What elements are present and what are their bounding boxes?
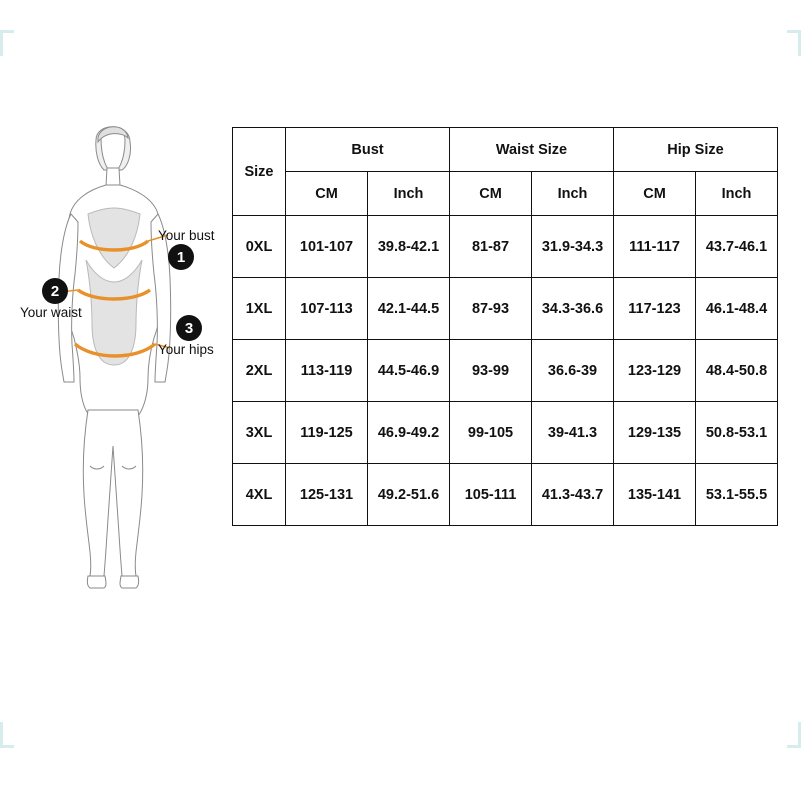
cell-waist-cm: 99-105	[450, 402, 532, 464]
cell-waist-inch: 41.3-43.7	[532, 464, 614, 526]
header-waist-cm: CM	[450, 172, 532, 216]
header-size: Size	[233, 128, 286, 216]
cell-waist-cm: 87-93	[450, 278, 532, 340]
table-row	[233, 464, 778, 526]
table-row	[233, 278, 778, 340]
cell-bust-cm: 101-107	[286, 216, 368, 278]
measurement-figure	[18, 110, 248, 600]
table-row	[233, 216, 778, 278]
cell-bust-cm: 113-119	[286, 340, 368, 402]
cell-size: 4XL	[233, 464, 286, 526]
cell-hip-cm: 111-117	[614, 216, 696, 278]
callout-hips-label: Your hips	[158, 342, 214, 357]
cell-size: 1XL	[233, 278, 286, 340]
cell-waist-inch: 34.3-36.6	[532, 278, 614, 340]
cell-waist-cm: 81-87	[450, 216, 532, 278]
cell-hip-cm: 135-141	[614, 464, 696, 526]
table-header-unit-row	[233, 172, 778, 216]
table-row	[233, 340, 778, 402]
cell-size: 2XL	[233, 340, 286, 402]
header-group-waist: Waist Size	[450, 128, 614, 172]
cell-bust-cm: 119-125	[286, 402, 368, 464]
cell-bust-cm: 125-131	[286, 464, 368, 526]
callout-bust-number: 1	[168, 244, 194, 270]
cell-hip-inch: 48.4-50.8	[696, 340, 778, 402]
header-hip-inch: Inch	[696, 172, 778, 216]
callout-waist	[20, 278, 82, 320]
cell-waist-cm: 93-99	[450, 340, 532, 402]
cell-hip-cm: 123-129	[614, 340, 696, 402]
callout-bust	[158, 228, 215, 270]
cell-hip-inch: 50.8-53.1	[696, 402, 778, 464]
cell-waist-inch: 39-41.3	[532, 402, 614, 464]
header-waist-inch: Inch	[532, 172, 614, 216]
header-hip-cm: CM	[614, 172, 696, 216]
cell-waist-inch: 36.6-39	[532, 340, 614, 402]
header-group-hip: Hip Size	[614, 128, 778, 172]
cell-bust-inch: 44.5-46.9	[368, 340, 450, 402]
header-bust-cm: CM	[286, 172, 368, 216]
cell-hip-inch: 53.1-55.5	[696, 464, 778, 526]
cell-bust-cm: 107-113	[286, 278, 368, 340]
callout-waist-number: 2	[42, 278, 68, 304]
cell-waist-inch: 31.9-34.3	[532, 216, 614, 278]
table-header-group-row	[233, 128, 778, 172]
callout-hips-number: 3	[176, 315, 202, 341]
cell-hip-cm: 117-123	[614, 278, 696, 340]
corner-mark-bottom-left-vertical	[0, 722, 3, 748]
cell-size: 0XL	[233, 216, 286, 278]
cell-bust-inch: 49.2-51.6	[368, 464, 450, 526]
corner-mark-top-left-vertical	[0, 30, 3, 56]
cell-bust-inch: 42.1-44.5	[368, 278, 450, 340]
header-bust-inch: Inch	[368, 172, 450, 216]
size-chart-table	[232, 127, 778, 526]
table-row	[233, 402, 778, 464]
cell-waist-cm: 105-111	[450, 464, 532, 526]
callout-waist-label: Your waist	[20, 305, 82, 320]
cell-bust-inch: 39.8-42.1	[368, 216, 450, 278]
cell-size: 3XL	[233, 402, 286, 464]
cell-bust-inch: 46.9-49.2	[368, 402, 450, 464]
cell-hip-inch: 46.1-48.4	[696, 278, 778, 340]
cell-hip-inch: 43.7-46.1	[696, 216, 778, 278]
header-group-bust: Bust	[286, 128, 450, 172]
cell-hip-cm: 129-135	[614, 402, 696, 464]
callout-bust-label: Your bust	[158, 228, 215, 243]
callout-hips	[158, 315, 214, 357]
